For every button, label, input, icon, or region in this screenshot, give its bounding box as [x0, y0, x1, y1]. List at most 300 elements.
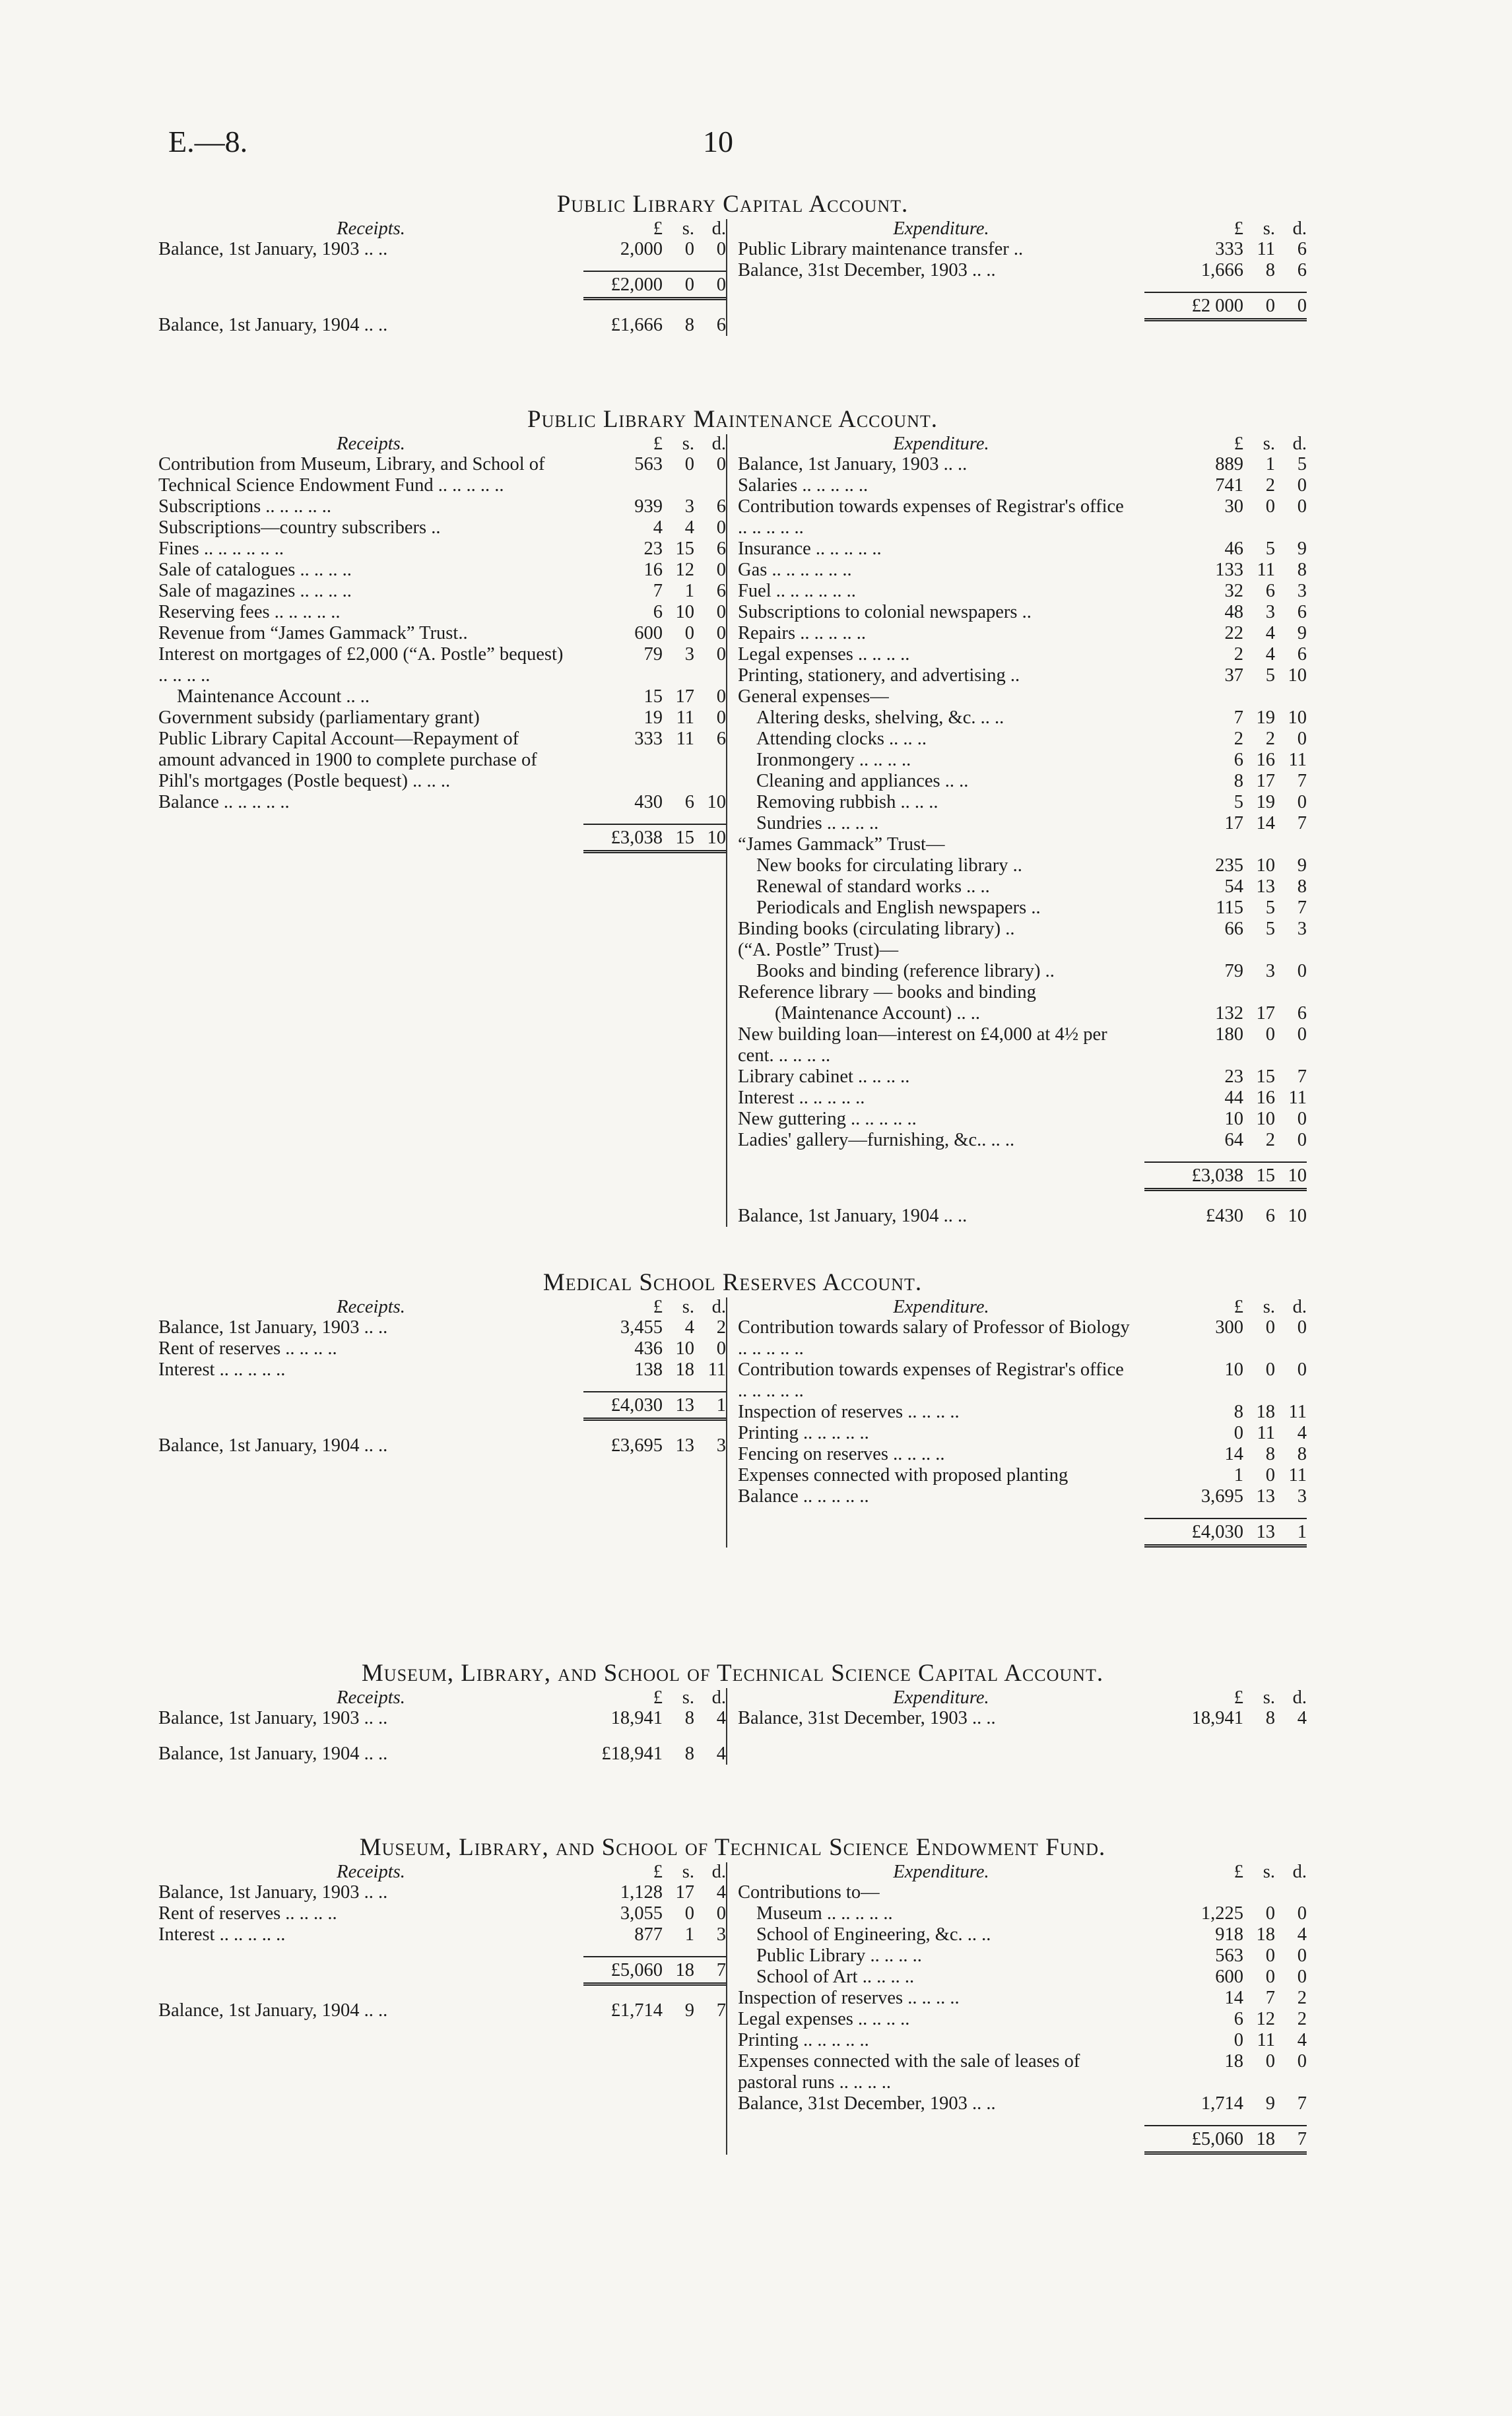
amount-pounds: 0 — [1233, 2030, 1243, 2050]
amount-pounds: 37 — [1224, 665, 1243, 686]
ledger-item-label: Sale of catalogues .. .. .. .. — [158, 560, 352, 580]
ledger-row — [158, 729, 726, 792]
amount-pounds: 30 — [1224, 496, 1243, 517]
amount — [1144, 1359, 1307, 1381]
amount — [583, 581, 726, 602]
amount-shillings: 5 — [1265, 539, 1275, 559]
currency-units — [583, 219, 726, 239]
closing-balance-label: Balance, 1st January, 1904 .. .. — [158, 2000, 388, 2021]
pound-heading: £ — [653, 218, 663, 239]
ledger-row — [158, 1882, 726, 1903]
amount-pounds: 133 — [1215, 560, 1243, 580]
amount-shillings: 4 — [1265, 644, 1275, 665]
pound-heading: £ — [1233, 434, 1243, 454]
ledger-item-label: “James Gammack” Trust— — [738, 834, 945, 855]
amount-shillings: 18 — [675, 1960, 695, 1980]
pound-heading: £ — [653, 1297, 663, 1317]
amount — [583, 1924, 726, 1945]
ledger-item-label: Sundries .. .. .. .. — [756, 813, 879, 833]
amount-pence: 6 — [1297, 239, 1307, 259]
amount-shillings: 0 — [1265, 1945, 1275, 1966]
receipts-column — [158, 219, 727, 336]
amount-shillings: 16 — [1256, 750, 1275, 770]
column-caption: Expenditure. — [893, 218, 989, 239]
currency-units — [1144, 1297, 1307, 1317]
ledger-item-label: Library cabinet .. .. .. .. — [738, 1066, 910, 1087]
ledger-row — [738, 898, 1307, 919]
column-total — [738, 2125, 1307, 2155]
ledger-row — [738, 940, 1307, 961]
ledger-row — [738, 1486, 1307, 1507]
ledger-item-label: Gas .. .. .. .. .. .. — [738, 560, 852, 580]
amount — [583, 1708, 726, 1729]
ledger-row — [158, 1903, 726, 1924]
amount-pounds: 10 — [1224, 1359, 1243, 1380]
amount-pounds: 333 — [1215, 239, 1243, 259]
amount-shillings: 10 — [1256, 855, 1275, 876]
amount — [583, 1391, 726, 1421]
ledger-item-label: Subscriptions .. .. .. .. .. — [158, 496, 332, 517]
amount-shillings: 6 — [1265, 1206, 1275, 1226]
pound-heading: £ — [1233, 218, 1243, 239]
amount — [583, 454, 726, 475]
amount — [1144, 729, 1307, 750]
amount-pence: 9 — [1297, 623, 1307, 643]
ledger-item-label: Periodicals and English newspapers .. — [756, 898, 1041, 918]
ledger-item-label: Public Library maintenance transfer .. — [738, 239, 1024, 259]
ledger-row — [158, 792, 726, 813]
ledger-row — [738, 581, 1307, 602]
amount-pounds: 563 — [1215, 1945, 1243, 1966]
ledger-item-label: Reference library — books and binding — [738, 982, 1036, 1002]
amount-pounds: 64 — [1224, 1130, 1243, 1150]
ledger-row — [738, 1988, 1307, 2009]
amount — [583, 1956, 726, 1986]
amount — [583, 1317, 726, 1338]
ledger-row — [738, 834, 1307, 855]
column-header — [158, 1297, 726, 1317]
amount — [1144, 1161, 1307, 1191]
ledger-item-label: Rent of reserves .. .. .. .. — [158, 1903, 337, 1924]
amount-pence: 0 — [1297, 1967, 1307, 1987]
ledger-row — [738, 623, 1307, 644]
amount-shillings: 0 — [684, 239, 695, 259]
amount-pence: 6 — [1297, 602, 1307, 622]
amount — [1144, 260, 1307, 281]
expenditure-column — [727, 1862, 1307, 2155]
amount-shillings: 13 — [1256, 1522, 1275, 1542]
page-reference: E.—8. — [168, 125, 248, 158]
closing-balance-label: Balance, 1st January, 1904 .. .. — [158, 1435, 388, 1456]
column-header — [158, 219, 726, 239]
amount-shillings: 15 — [675, 828, 695, 848]
amount-pounds: 3,695 — [1200, 1486, 1243, 1507]
amount — [1144, 1988, 1307, 2009]
column-caption: Receipts. — [337, 1297, 405, 1317]
ledger-item-label: Binding books (circulating library) .. — [738, 919, 1015, 939]
amount-shillings: 1 — [684, 1924, 695, 1945]
shilling-heading: s. — [1263, 1687, 1275, 1708]
currency-units — [583, 1688, 726, 1708]
ledger-item-label: Reserving fees .. .. .. .. .. — [158, 602, 341, 622]
pence-heading: d. — [711, 1862, 727, 1882]
amount-shillings: 9 — [1265, 2093, 1275, 2114]
amount — [583, 1338, 726, 1359]
amount-pence: 2 — [716, 1317, 727, 1338]
expenditure-column — [727, 434, 1307, 1227]
shilling-heading: s. — [682, 1862, 695, 1882]
ledger-row — [738, 496, 1307, 539]
ledger-item-label: Contribution towards salary of Professor of Biology .. .. .. .. .. — [738, 1317, 1130, 1359]
ledger-row — [738, 1066, 1307, 1088]
column-total — [158, 1956, 726, 1986]
ledger-row — [738, 813, 1307, 834]
amount — [583, 517, 726, 539]
amount-pounds: £430 — [1206, 1206, 1243, 1226]
receipts-column — [158, 434, 727, 1227]
amount-pounds: 0 — [1233, 1423, 1243, 1443]
amount-shillings: 19 — [1256, 792, 1275, 812]
amount-pence: 8 — [1297, 876, 1307, 897]
amount-shillings: 0 — [684, 623, 695, 643]
amount-pence: 0 — [716, 644, 727, 665]
closing-balance-label: Balance, 1st January, 1904 .. .. — [738, 1206, 968, 1226]
amount-pounds: £5,060 — [1191, 2129, 1243, 2149]
ledger-row — [738, 982, 1307, 1003]
pence-heading: d. — [1292, 434, 1307, 454]
column-caption: Expenditure. — [893, 434, 989, 454]
amount — [1144, 560, 1307, 581]
ledger-item-label: Balance .. .. .. .. .. — [738, 1486, 869, 1507]
amount-shillings: 15 — [675, 539, 695, 559]
ledger-row — [158, 1338, 726, 1359]
currency-units — [583, 434, 726, 454]
amount — [583, 496, 726, 517]
amount-shillings: 11 — [676, 707, 695, 728]
ledger-row — [738, 665, 1307, 686]
expenditure-column — [727, 1297, 1307, 1548]
amount-pence: 1 — [1297, 1522, 1307, 1542]
ledger-row — [158, 454, 726, 496]
ledger-row — [738, 1003, 1307, 1024]
ledger-item-label: School of Art .. .. .. .. — [756, 1967, 915, 1987]
amount-shillings: 3 — [1265, 961, 1275, 981]
ledger-row — [158, 623, 726, 644]
ledger-item-label: Museum .. .. .. .. .. — [756, 1903, 893, 1924]
ledger-row — [738, 2051, 1307, 2093]
ledger-item-label: School of Engineering, &c. .. .. — [756, 1924, 991, 1945]
amount-pence: 0 — [716, 707, 727, 728]
ledger-item-label: Inspection of reserves .. .. .. .. — [738, 1402, 960, 1422]
amount-shillings: 0 — [684, 1903, 695, 1924]
amount-pounds: 3,455 — [620, 1317, 663, 1338]
amount-pounds: 1,714 — [1200, 2093, 1243, 2114]
amount-shillings: 3 — [684, 644, 695, 665]
ledger-item-label: Removing rubbish .. .. .. — [756, 792, 938, 812]
amount — [1144, 292, 1307, 321]
amount-pence: 3 — [1297, 1486, 1307, 1507]
ledger-row — [158, 496, 726, 517]
amount-pence: 2 — [1297, 1988, 1307, 2008]
amount-pounds: £5,060 — [610, 1960, 663, 1980]
shilling-heading: s. — [682, 218, 695, 239]
ledger-row — [738, 1465, 1307, 1486]
ledger-row — [738, 2009, 1307, 2030]
currency-units — [1144, 219, 1307, 239]
expenditure-column — [727, 219, 1307, 336]
shilling-heading: s. — [1263, 1862, 1275, 1882]
amount-pence: 0 — [716, 560, 727, 580]
ledger-item-label: Cleaning and appliances .. .. — [756, 771, 969, 791]
ledger-item-label: Fines .. .. .. .. .. .. — [158, 539, 284, 559]
amount-shillings: 13 — [675, 1435, 695, 1456]
ledger-item-label: Attending clocks .. .. .. — [756, 729, 927, 749]
account-columns — [158, 1862, 1307, 2155]
amount-pence: 0 — [716, 1903, 727, 1924]
amount-pence: 0 — [1297, 1945, 1307, 1966]
ledger-item-label: Interest on mortgages of £2,000 (“A. Postle” bequest) .. .. .. .. — [158, 644, 564, 686]
pence-heading: d. — [1292, 1687, 1307, 1708]
amount-pence: 10 — [1288, 1165, 1307, 1186]
amount-pounds: 46 — [1224, 539, 1243, 559]
amount-shillings: 10 — [1256, 1109, 1275, 1129]
amount-pounds: £3,038 — [1191, 1165, 1243, 1186]
column-header — [738, 1297, 1307, 1317]
amount — [1144, 2030, 1307, 2051]
ledger-item-label: Books and binding (reference library) .. — [756, 961, 1055, 981]
pence-heading: d. — [711, 434, 727, 454]
account-section — [158, 1659, 1307, 1765]
amount-pounds: £1,714 — [610, 2000, 663, 2021]
amount — [1144, 1444, 1307, 1465]
ledger-row — [738, 1945, 1307, 1967]
amount-shillings: 18 — [1256, 2129, 1275, 2149]
closing-balance — [158, 1435, 726, 1456]
receipts-column — [158, 1297, 727, 1548]
column-caption: Expenditure. — [893, 1862, 989, 1882]
ledger-row — [738, 475, 1307, 496]
amount-pounds: £4,030 — [1191, 1522, 1243, 1542]
amount-shillings: 17 — [675, 1882, 695, 1903]
amount-pence: 3 — [716, 1924, 727, 1945]
amount-pence: 3 — [1297, 919, 1307, 939]
shilling-heading: s. — [1263, 1297, 1275, 1317]
ledger-item-label: Contribution towards expenses of Registrar's office .. .. .. .. .. — [738, 496, 1124, 538]
account-section — [158, 1833, 1307, 2155]
ledger-row — [738, 644, 1307, 665]
amount-pounds: 235 — [1215, 855, 1243, 876]
amount-pounds: 436 — [634, 1338, 663, 1359]
amount — [583, 1882, 726, 1903]
amount — [583, 623, 726, 644]
amount — [583, 2000, 726, 2021]
shilling-heading: s. — [682, 1297, 695, 1317]
amount — [583, 539, 726, 560]
ledger-row — [158, 1924, 726, 1945]
amount — [583, 271, 726, 300]
ledger-item-label: Contribution from Museum, Library, and School of Technical Science Endowment Fund .. .. .. .. .. — [158, 454, 545, 496]
column-header — [738, 434, 1307, 454]
ledger-item-label: Legal expenses .. .. .. .. — [738, 2009, 910, 2029]
amount-pence: 8 — [1297, 560, 1307, 580]
amount-pence: 0 — [716, 1338, 727, 1359]
amount-shillings: 14 — [1256, 813, 1275, 833]
ledger-item-label: Sale of magazines .. .. .. .. — [158, 581, 352, 601]
amount — [1144, 750, 1307, 771]
amount — [583, 1435, 726, 1456]
amount-shillings: 18 — [1256, 1924, 1275, 1945]
pence-heading: d. — [1292, 1862, 1307, 1882]
amount — [1144, 1317, 1307, 1338]
pound-heading: £ — [653, 434, 663, 454]
amount — [1144, 1903, 1307, 1924]
column-caption: Receipts. — [337, 218, 405, 239]
amount — [1144, 1518, 1307, 1548]
pound-heading: £ — [653, 1862, 663, 1882]
ledger-item-label: Renewal of standard works .. .. — [756, 876, 990, 897]
amount-pence: 0 — [1297, 1024, 1307, 1045]
amount-pence: 0 — [716, 517, 727, 538]
ledger-row — [738, 707, 1307, 729]
ledger-row — [738, 1882, 1307, 1903]
amount-pounds: £3,695 — [610, 1435, 663, 1456]
amount-pounds: 8 — [1233, 1402, 1243, 1422]
amount — [1144, 2125, 1307, 2155]
column-header — [158, 1688, 726, 1708]
amount — [583, 644, 726, 665]
amount-pence: 0 — [1297, 1359, 1307, 1380]
amount — [1144, 539, 1307, 560]
column-header — [738, 1688, 1307, 1708]
amount-pence: 0 — [1297, 2051, 1307, 2072]
amount-pounds: 79 — [643, 644, 663, 665]
receipts-column — [158, 1688, 727, 1765]
amount-pence: 8 — [1297, 1444, 1307, 1464]
amount-shillings: 13 — [1256, 1486, 1275, 1507]
amount-shillings: 6 — [684, 792, 695, 812]
ledger-row — [158, 644, 726, 686]
amount-shillings: 11 — [676, 729, 695, 749]
amount — [1144, 1130, 1307, 1151]
column-total — [158, 271, 726, 300]
ledger-item-label: Balance, 1st January, 1903 .. .. — [158, 1317, 388, 1338]
amount-pence: 5 — [1297, 454, 1307, 474]
amount — [1144, 2009, 1307, 2030]
ledger-row — [738, 686, 1307, 707]
amount-shillings: 0 — [1265, 296, 1275, 316]
amount-shillings: 11 — [1257, 239, 1275, 259]
ledger-item-label: Public Library .. .. .. .. — [756, 1945, 922, 1966]
amount — [583, 824, 726, 853]
amount-pounds: 4 — [653, 517, 663, 538]
amount-pence: 6 — [716, 581, 727, 601]
amount — [1144, 1465, 1307, 1486]
amount-shillings: 0 — [684, 275, 695, 295]
ledger-item-label: Legal expenses .. .. .. .. — [738, 644, 910, 665]
amount-pence: 4 — [1297, 1924, 1307, 1945]
pence-heading: d. — [711, 218, 727, 239]
shilling-heading: s. — [1263, 434, 1275, 454]
amount-shillings: 15 — [1256, 1165, 1275, 1186]
amount-pounds: 19 — [643, 707, 663, 728]
amount — [583, 1744, 726, 1765]
amount-shillings: 3 — [1265, 602, 1275, 622]
amount-shillings: 8 — [684, 315, 695, 335]
amount — [1144, 1924, 1307, 1945]
shilling-heading: s. — [682, 1687, 695, 1708]
ledger-item-label: Ironmongery .. .. .. .. — [756, 750, 911, 770]
amount-pence: 6 — [1297, 260, 1307, 280]
amount-pence: 0 — [1297, 1903, 1307, 1924]
amount-pounds: 1,128 — [620, 1882, 663, 1903]
ledger-row — [158, 602, 726, 623]
account-columns — [158, 1297, 1307, 1548]
amount-shillings: 15 — [1256, 1066, 1275, 1087]
amount-shillings: 2 — [1265, 1130, 1275, 1150]
amount-pounds: 17 — [1224, 813, 1243, 833]
amount-shillings: 8 — [1265, 1444, 1275, 1464]
currency-units — [1144, 1688, 1307, 1708]
amount-pence: 10 — [707, 828, 727, 848]
amount-pence: 4 — [1297, 2030, 1307, 2050]
account-title: Public Library Maintenance Account. — [527, 406, 938, 433]
amount-shillings: 0 — [1265, 1024, 1275, 1045]
amount-pounds: 333 — [634, 729, 663, 749]
account-section — [158, 1268, 1307, 1548]
amount-pence: 11 — [1288, 750, 1307, 770]
receipts-column — [158, 1862, 727, 2155]
amount-shillings: 17 — [1256, 1003, 1275, 1024]
amount-shillings: 11 — [1257, 560, 1275, 580]
amount-shillings: 0 — [1265, 1967, 1275, 1987]
ledger-item-label: Government subsidy (parliamentary grant) — [158, 707, 480, 728]
amount — [1144, 1066, 1307, 1088]
ledger-row — [158, 560, 726, 581]
amount-shillings: 4 — [684, 517, 695, 538]
amount-pence: 7 — [1297, 1066, 1307, 1087]
amount-pounds: 2 — [1233, 644, 1243, 665]
amount-pounds: 79 — [1224, 961, 1243, 981]
amount-pence: 0 — [716, 454, 727, 474]
amount-shillings: 0 — [1265, 1903, 1275, 1924]
ledger-item-label: New guttering .. .. .. .. .. — [738, 1109, 917, 1129]
amount-pence: 0 — [1297, 729, 1307, 749]
amount-pence: 0 — [716, 239, 727, 259]
amount-pence: 6 — [716, 729, 727, 749]
amount-pounds: 44 — [1224, 1088, 1243, 1108]
amount-pounds: 132 — [1215, 1003, 1243, 1024]
amount-shillings: 18 — [675, 1359, 695, 1380]
column-caption: Expenditure. — [893, 1687, 989, 1708]
amount — [1144, 707, 1307, 729]
amount-shillings: 0 — [1265, 496, 1275, 517]
amount — [1144, 475, 1307, 496]
ledger-item-label: Expenses connected with proposed planting — [738, 1465, 1068, 1486]
amount — [1144, 454, 1307, 475]
amount — [1144, 855, 1307, 876]
column-header — [158, 1862, 726, 1882]
ledger-row — [738, 1924, 1307, 1945]
amount-shillings: 5 — [1265, 665, 1275, 686]
amount-pence: 2 — [1297, 2009, 1307, 2029]
amount-pence: 4 — [716, 1882, 727, 1903]
amount-pounds: 2,000 — [620, 239, 663, 259]
amount-pounds: £2 000 — [1191, 296, 1243, 316]
amount-pounds: 48 — [1224, 602, 1243, 622]
amount — [1144, 1486, 1307, 1507]
amount-shillings: 8 — [1265, 260, 1275, 280]
account-title: Public Library Capital Account. — [556, 191, 909, 218]
